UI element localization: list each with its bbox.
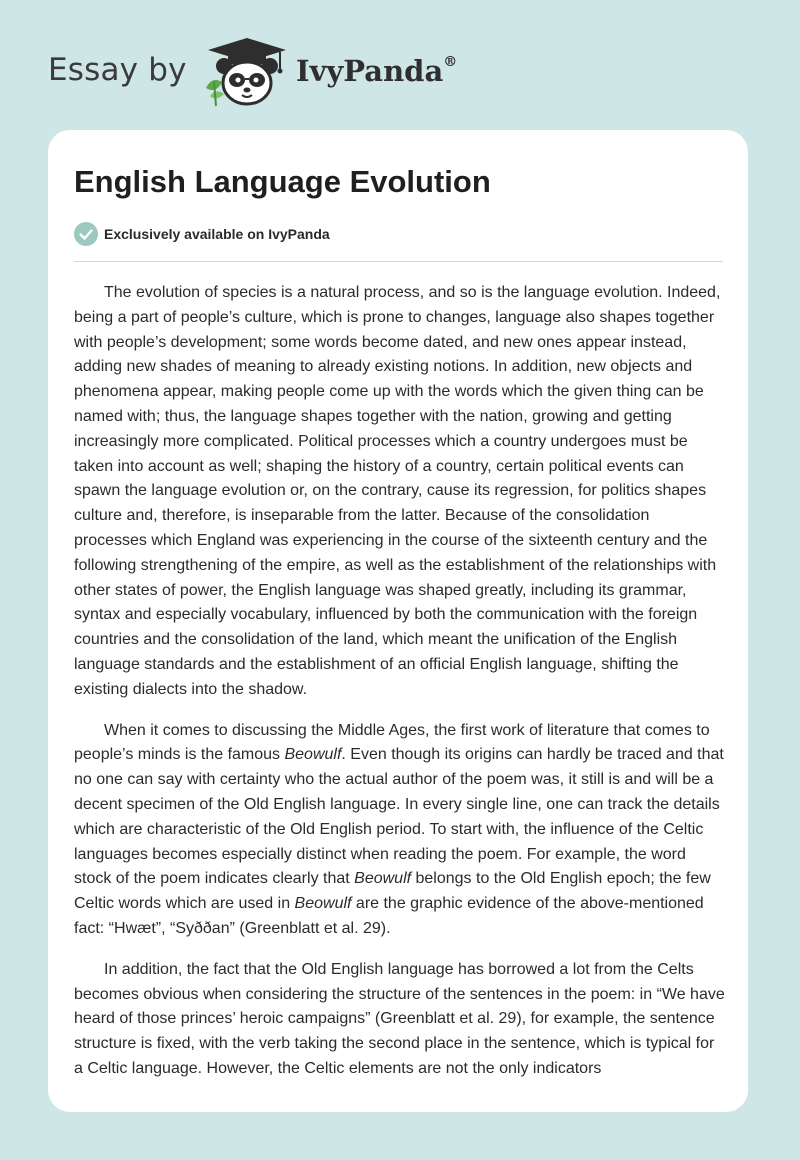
exclusive-badge — [74, 222, 330, 246]
registered-mark: ® — [443, 54, 458, 71]
work-title: Beowulf — [294, 895, 352, 913]
paragraph-1: The evolution of species is a natural process, and so is the language evolution. Indeed, being a part of people’s culture, which is prone to changes, language also shapes together with people’s development; some words become dated, and new ones appear instead, adding new shades of meaning to already existing notions. In addition, new objects and phenomena appear, making people come up with the words which the given thing can be named with; thus, the language shapes together with the nation, growing and getting increasingly more complicated. Political processes which a country undergoes must be taken into account as well; shaping the history of a country, certain political events can spawn the language evolution or, on the contrary, cause its regression, for politics shapes culture and, therefore, is inseparable from the latter. Because of the consolidation processes which England was experiencing in the course of the sixteenth century and the following strengthening of the empire, as well as the establishment of the relationships with other states of power, the English language was shaped greatly, including its grammar, syntax and especially vocabulary, influenced by both the communication with the foreign countries and the consolidation of the land, which meant the unification of the English language standards and the establishment of an official English language, shifting the existing dialects into the shadow. — [74, 284, 721, 698]
essay-card — [48, 130, 748, 1112]
site-header — [0, 0, 800, 130]
check-circle-icon — [74, 222, 98, 246]
title-divider — [74, 261, 723, 262]
essay-body — [74, 281, 726, 1098]
brand-name[interactable]: IvyPanda® — [296, 54, 458, 88]
paragraph-2: When it comes to discussing the Middle Ages, the first work of literature that comes to people’s minds is the famous Beowulf. Even though its origins can hardly be traced and that no one can say with certainty who the actual author of the poem was, it still is and will be a decent specimen of the Old English language. In every single line, one can track the details which are characteristic of the Old English period. To start with, the influence of the Celtic languages becomes especially distinct when reading the poem. For example, the word stock of the poem indicates clearly that Beowulf belongs to the Old English epoch; the few Celtic words which are used in Beowulf are the graphic evidence of the above-mentioned fact: “Hwæt”, “Syððan” (Greenblatt et al. 29). — [74, 721, 724, 937]
panda-logo-icon[interactable] — [202, 36, 292, 108]
essay-by-label: Essay by — [48, 52, 187, 88]
work-title: Beowulf — [284, 746, 342, 764]
paragraph-3: In addition, the fact that the Old English language has borrowed a lot from the Celts becomes obvious when considering the structure of the sentences in the poem: in “We have heard of those princes’ heroic campaigns” (Greenblatt et al. 29), for example, the sentence structure is fixed, with the verb taking the second place in the sentence, which is typical for a Celtic language. However, the Celtic elements are not the only indicators — [74, 960, 725, 1077]
work-title: Beowulf — [354, 870, 412, 888]
exclusive-label: Exclusively available on IvyPanda — [104, 226, 330, 242]
page-title: English Language Evolution — [74, 164, 491, 199]
